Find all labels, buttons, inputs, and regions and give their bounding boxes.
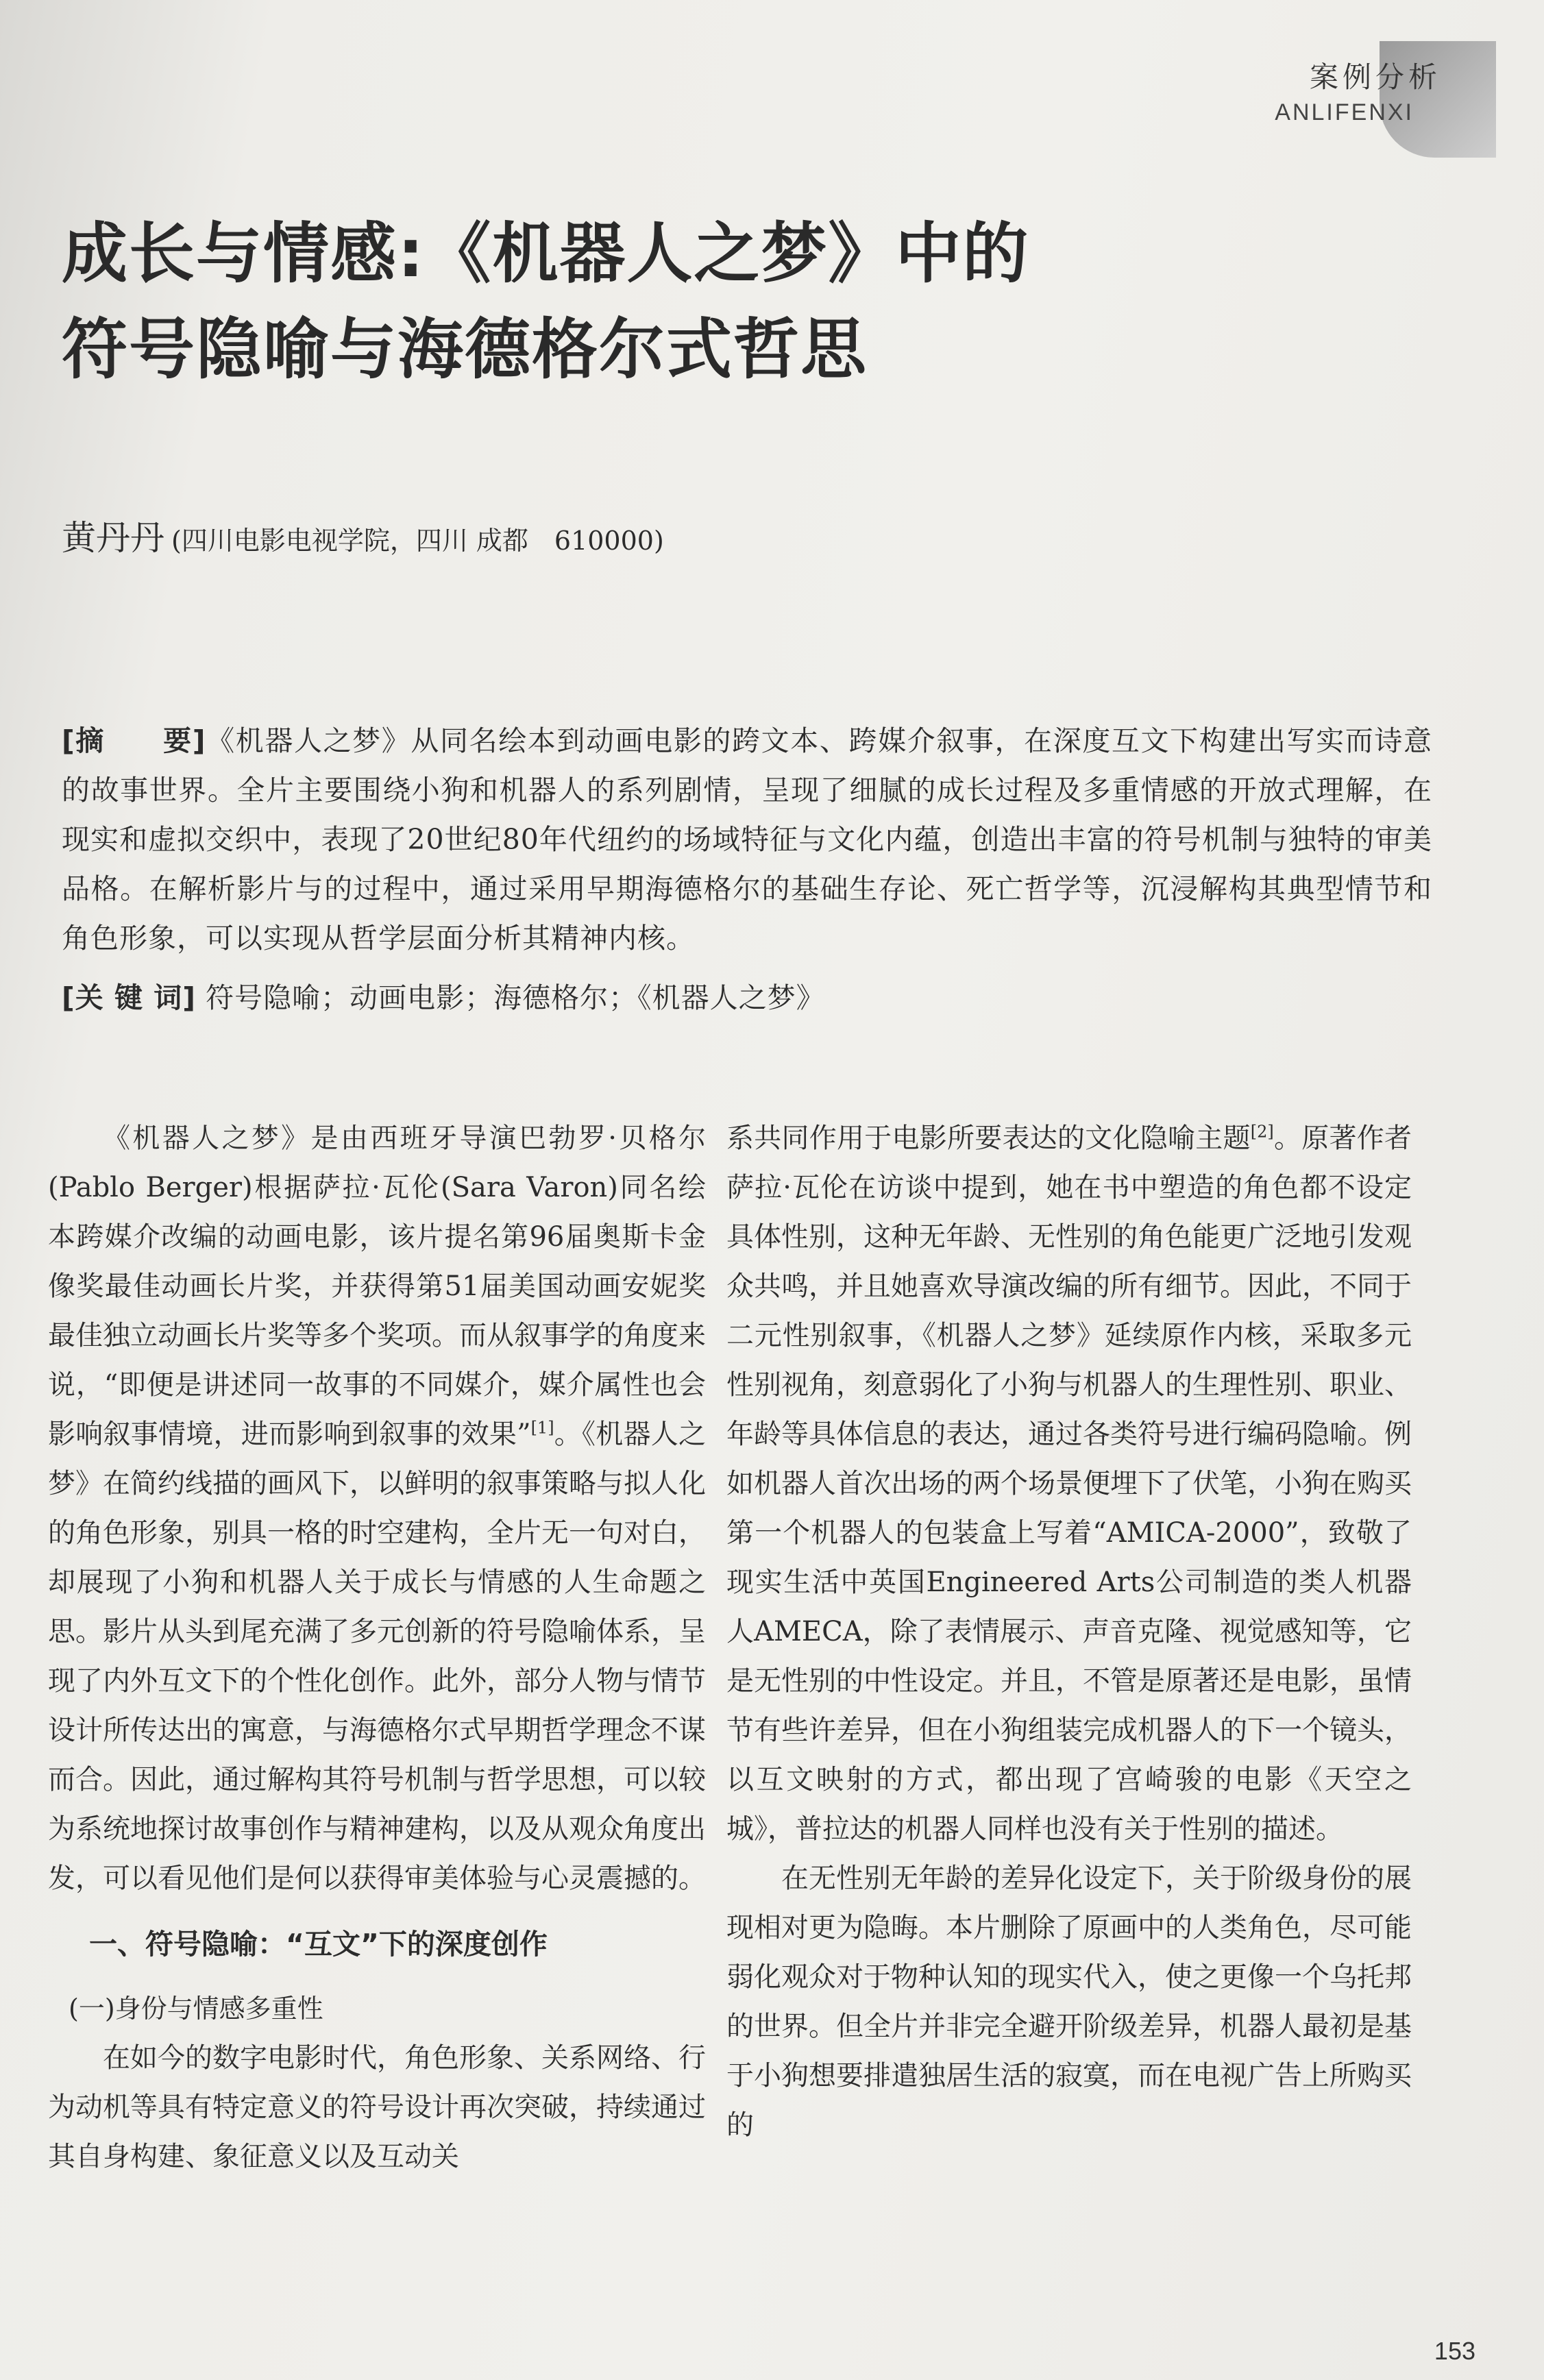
keywords-label: [关 键 词] (62, 981, 197, 1014)
section-header (1249, 41, 1496, 158)
body-column-right (726, 1114, 1412, 2150)
body-column-left (48, 1114, 706, 2181)
body-text: 。《机器人之梦》在简约线描的画风下，以鲜明的叙事策略与拟人化的角色形象，别具一格的时空建构，全片无一句对白，却展现了小狗和机器人关于成长与情感的人生命题之思。影片从头到尾充满了多元创新的符号隐喻体系，呈现了内外互文下的个性化创作。此外，部分人物与情节设计所传达出的寓意，与海德格尔式早期哲学理念不谋而合。因此，通过解构其符号机制与哲学思想，可以较为系统地探讨故事创作与精神建构，以及从观众角度出发，可以看见他们是何以获得审美体验与心灵震撼的。 (48, 1419, 707, 1894)
body-text: 。原著作者萨拉·瓦伦在访谈中提到，她在书中塑造的角色都不设定具体性别，这种无年龄、无性别的角色能更广泛地引发观众共鸣，并且她喜欢导演改编的所有细节。因此，不同于二元性别叙事，《机器人之梦》延续原作内核，采取多元性别视角，刻意弱化了小狗与机器人的生理性别、职业、年龄等具体信息的表达，通过各类符号进行编码隐喻。例如机器人首次出场的两个场景便埋下了伏笔，小狗在购买第一个机器人的包装盒上写着“AMICA-2000”，致敬了现实生活中英国Engineered Arts公司制造的类人机器人AMECA，除了表情展示、声音克隆、视觉感知等，它是无性别的中性设定。并且，不管是原著还是电影，虽情节有些许差异，但在小狗组装完成机器人的下一个镜头，以互文映射的方式，都出现了宫崎骏的电影《天空之城》，普拉达的机器人同样也没有关于性别的描述。 (726, 1122, 1412, 1845)
author-line (62, 517, 664, 561)
body-paragraph: 在无性别无年龄的差异化设定下，关于阶级身份的展现相对更为隐晦。本片删除了原画中的人类角色，尽可能弱化观众对于物种认知的现实代入，使之更像一个乌托邦的世界。但全片并非完全避开阶级差异，机器人最初是基于小狗想要排遣独居生活的寂寞，而在电视广告上所购买的 (726, 1863, 1412, 2141)
section-title-en: ANLIFENXI (1275, 99, 1414, 125)
author-name: 黄丹丹 (62, 518, 164, 558)
section-title-zh: 案例分析 (1309, 60, 1441, 94)
abstract-text: 《机器人之梦》从同名绘本到动画电影的跨文本、跨媒介叙事，在深度互文下构建出写实而诗意的故事世界。全片主要围绕小狗和机器人的系列剧情，呈现了细腻的成长过程及多重情感的开放式理解，在现实和虚拟交织中，表现了20世纪80年代纽约的场域特征与文化内蕴，创造出丰富的符号机制与独特的审美品格。在解析影片与的过程中，通过采用早期海德格尔的基础生存论、死亡哲学等，沉浸解构其典型情节和角色形象，可以实现从哲学层面分析其精神内核。 (62, 724, 1432, 955)
keywords (62, 973, 1432, 1022)
abstract (62, 716, 1432, 963)
citation-ref: [1] (530, 1418, 554, 1438)
author-affiliation: (四川电影电视学院，四川 成都 610000) (171, 526, 664, 556)
body-text: 《机器人之梦》是由西班牙导演巴勃罗·贝格尔(Pablo Berger)根据萨拉·瓦伦(Sara Varon)同名绘本跨媒介改编的动画电影，该片提名第96届奥斯卡金像奖最佳动画长片奖，并获得第51届美国动画安妮奖最佳独立动画长片奖等多个奖项。而从叙事学的角度来说，“即便是讲述同一故事的不同媒介，媒介属性也会影响叙事情境，进而影响到叙事的效果” (48, 1122, 706, 1450)
abstract-label: [摘 要] (62, 724, 206, 757)
citation-ref: [2] (1250, 1122, 1274, 1142)
body-text: 系共同作用于电影所要表达的文化隐喻主题 (726, 1122, 1251, 1154)
section-heading: 一、符号隐喻：“互文”下的深度创作 (89, 1928, 548, 1961)
body-paragraph: 在如今的数字电影时代，角色形象、关系网络、行为动机等具有特定意义的符号设计再次突破，持续通过其自身构建、象征意义以及互动关 (48, 2042, 706, 2172)
article-title (62, 206, 1158, 397)
body-paragraph (48, 1114, 706, 1903)
subsection-heading: (一)身份与情感多重性 (69, 1993, 323, 2024)
page-number: 153 (1434, 2337, 1475, 2365)
title-line-2: 符号隐喻与海德格尔式哲思 (62, 311, 868, 388)
title-line-1: 成长与情感:《机器人之梦》中的 (62, 215, 1030, 292)
body-paragraph (726, 1114, 1412, 1854)
keywords-text: 符号隐喻；动画电影；海德格尔；《机器人之梦》 (206, 981, 825, 1014)
